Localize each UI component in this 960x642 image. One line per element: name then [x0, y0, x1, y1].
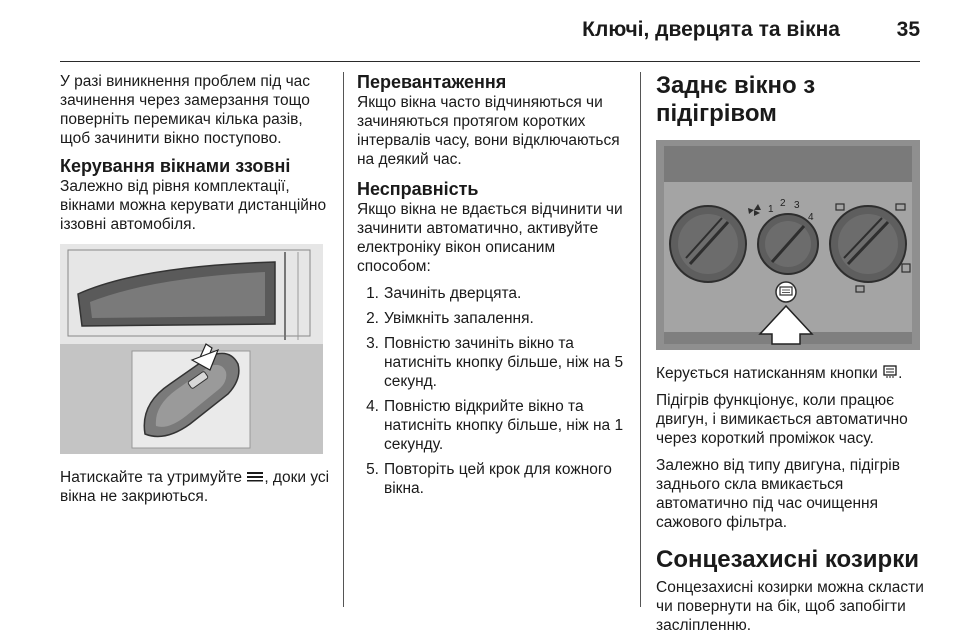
- section-heading-rear-window: Заднє вікно з підігрівом: [656, 72, 816, 127]
- steps-list: [357, 284, 629, 498]
- list-item: 5. Повторіть цей крок для кожного вікна.: [366, 461, 612, 497]
- rear-window-defrost-icon: [882, 364, 898, 383]
- overload-paragraph: Якщо вікна часто відчиняються чи зачиняються протягом коротких інтервалів часу, вони відключаються на деякий час.: [357, 94, 620, 168]
- rear-window-paragraph-2: Підігрів функціонує, коли працює двигун, і вимикається автоматично через короткий проміжок часу.: [656, 392, 908, 448]
- chapter-title: Ключі, дверцята та вікна: [582, 18, 840, 41]
- rear-window-paragraph-1: Керується натисканням кнопки .: [656, 365, 903, 382]
- svg-text:2: 2: [780, 198, 786, 209]
- page-number: 35: [896, 18, 920, 41]
- list-item: 1. Зачиніть дверцята.: [366, 285, 522, 302]
- intro-paragraph: У разі виникнення проблем під час зачинення через замерзання тощо поверніть перемикач кілька разів, щоб зачинити вікно поступово.: [60, 73, 311, 147]
- section-heading-fault: Несправність: [357, 179, 479, 199]
- rear-window-paragraph-3: Залежно від типу двигуна, підігрів заднього скла вмикається автоматично під час очищення сажового фільтра.: [656, 457, 900, 532]
- svg-text:4: 4: [808, 212, 814, 223]
- column-divider: [640, 72, 641, 607]
- page-header: [60, 0, 920, 62]
- svg-text:1: 1: [768, 204, 774, 215]
- door-and-key-drawing: [60, 244, 323, 454]
- section-heading: Керування вікнами ззовні: [60, 156, 291, 176]
- list-item: 4. Повністю відкрийте вікно та натисніть кнопку більше, ніж на 1 секунду.: [366, 398, 624, 453]
- svg-text:3: 3: [794, 200, 800, 211]
- column-right: [656, 72, 928, 642]
- fault-paragraph: Якщо вікна не вдається відчинити чи зачинити автоматично, активуйте електроніку вікон описаним способом:: [357, 201, 623, 275]
- section-paragraph: Залежно від рівня комплектації, вікнами можна керувати дистанційно іззовні автомобіля.: [60, 178, 327, 233]
- list-item: 2. Увімкніть запалення.: [366, 310, 534, 327]
- figure-caption: [60, 468, 332, 506]
- section-heading-sun-visors: Сонцезахисні козирки: [656, 546, 919, 574]
- list-item: 3. Повністю зачиніть вікно та натисніть кнопку більше, ніж на 5 секунд.: [366, 335, 624, 390]
- climate-control-drawing: [656, 140, 920, 350]
- close-windows-icon: [246, 468, 264, 487]
- door-key-illustration: [60, 244, 323, 454]
- column-left: [60, 72, 332, 514]
- climate-panel-illustration: [656, 140, 920, 350]
- caption-text-after: , доки усі вікна не закриються.: [60, 469, 330, 506]
- sun-visors-paragraph: Сонцезахисні козирки можна скласти чи повернути на бік, щоб запобігти засліпленню.: [656, 579, 924, 635]
- column-divider: [343, 72, 344, 607]
- column-middle: [357, 72, 629, 504]
- caption-text-before: Натискайте та утримуйте: [60, 469, 242, 486]
- section-heading-overload: Перевантаження: [357, 72, 507, 92]
